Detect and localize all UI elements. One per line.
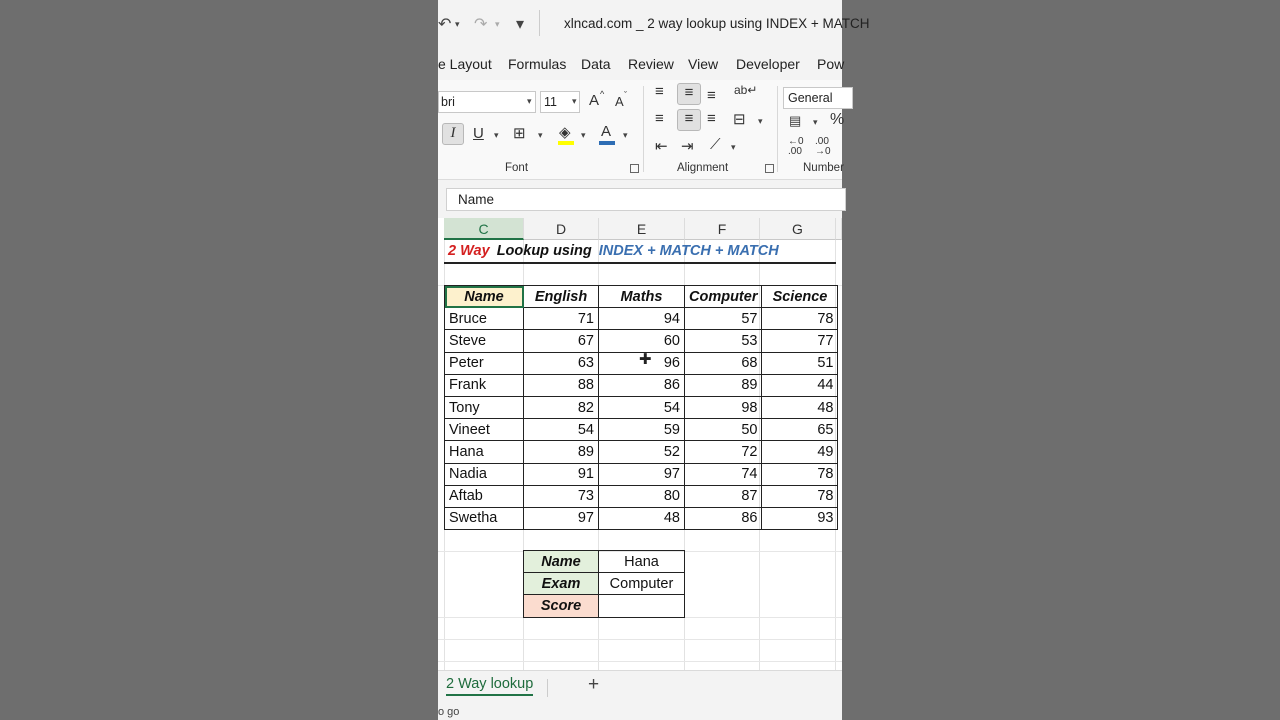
student-name-cell[interactable]: Nadia [445, 463, 524, 485]
fill-color-dropdown-icon[interactable]: ▾ [581, 130, 586, 140]
sheet-title-part1: 2 Way [448, 243, 490, 259]
font-group-label: Font [505, 162, 529, 174]
number-group-label: Number [803, 162, 844, 174]
column-header-f[interactable]: F [685, 218, 760, 240]
student-name-cell[interactable]: Tony [445, 396, 524, 418]
font-color-dropdown-icon[interactable]: ▾ [623, 130, 628, 140]
fill-color-swatch [558, 141, 574, 145]
score-cell[interactable]: 50 [685, 419, 762, 441]
accounting-format-icon[interactable]: ▤ [789, 113, 802, 128]
tab-developer[interactable]: Developer [736, 56, 800, 72]
font-name-box[interactable]: bri [438, 91, 536, 113]
student-name-cell[interactable]: Vineet [445, 419, 524, 441]
score-cell[interactable]: 53 [685, 330, 762, 352]
student-name-cell[interactable]: Peter [445, 352, 524, 374]
window-title[interactable]: xlncad.com _ 2 way lookup using INDEX + MATCH [564, 16, 870, 31]
score-cell[interactable]: 97 [599, 463, 685, 485]
align-middle-icon[interactable]: ≡ [677, 83, 701, 105]
increase-indent-icon[interactable]: ⇥ [681, 138, 694, 155]
header-science-cell[interactable]: Science [762, 286, 838, 308]
tab-formulas[interactable]: Formulas [508, 56, 567, 72]
alignment-group-label: Alignment [677, 162, 729, 174]
lookup-row [524, 595, 685, 617]
column-header-h[interactable] [836, 218, 842, 240]
score-cell[interactable]: 82 [524, 396, 599, 418]
title-underline [444, 262, 836, 264]
gridline [438, 639, 842, 640]
sheet-title-part3: INDEX + MATCH + MATCH [598, 243, 779, 259]
font-dialog-launcher-icon[interactable] [630, 164, 639, 173]
italic-button[interactable]: I [442, 123, 464, 145]
grow-font-icon[interactable]: A [589, 92, 600, 109]
score-cell[interactable]: 68 [685, 352, 762, 374]
student-name-cell[interactable]: Swetha [445, 507, 524, 529]
score-cell[interactable]: 54 [599, 396, 685, 418]
table-row [445, 419, 838, 441]
tab-view[interactable]: View [688, 56, 719, 72]
score-cell[interactable]: 89 [685, 374, 762, 396]
ribbon-tabs [438, 52, 845, 78]
lookup-row [524, 573, 685, 595]
score-cell[interactable]: 67 [524, 330, 599, 352]
table-row [445, 374, 838, 396]
score-cell[interactable]: 74 [685, 463, 762, 485]
lookup-label-cell[interactable]: Score [524, 595, 599, 617]
tab-power[interactable]: Pow [817, 56, 845, 72]
score-cell[interactable]: 96 [599, 352, 685, 374]
column-header-e[interactable]: E [599, 218, 685, 240]
font-size-dropdown-icon[interactable]: ▾ [572, 96, 577, 106]
score-cell[interactable]: 51 [762, 352, 838, 374]
orientation-icon[interactable]: ⟋ [710, 136, 721, 153]
cell-cursor-icon: ✚ [639, 351, 652, 368]
header-name-cell[interactable]: Name [445, 286, 524, 308]
grow-font-caret-icon: ^ [600, 89, 605, 99]
table-row [445, 507, 838, 529]
align-bottom-icon[interactable]: ≡ [707, 87, 716, 104]
tab-data[interactable]: Data [581, 56, 611, 72]
score-cell[interactable]: 48 [762, 396, 838, 418]
undo-icon[interactable]: ↶ [438, 16, 452, 33]
score-cell[interactable]: 52 [599, 441, 685, 463]
lookup-value-cell[interactable]: Hana [599, 551, 685, 573]
increase-decimal-icon[interactable]: ←0 .00 [788, 136, 804, 157]
score-cell[interactable]: 71 [524, 308, 599, 330]
lookup-value-cell[interactable]: Computer [599, 573, 685, 595]
redo-icon[interactable]: ↷ [474, 16, 488, 33]
score-cell[interactable]: 86 [685, 507, 762, 529]
scores-table [444, 285, 838, 530]
score-cell[interactable]: 59 [599, 419, 685, 441]
table-row [445, 308, 838, 330]
status-bar: o go [438, 706, 460, 718]
undo-dropdown-icon[interactable]: ▾ [455, 19, 460, 29]
header-english-cell[interactable]: English [524, 286, 599, 308]
lookup-label-cell[interactable]: Exam [524, 573, 599, 595]
score-cell[interactable]: 54 [524, 419, 599, 441]
score-cell[interactable]: 93 [762, 507, 838, 529]
worksheet [438, 218, 842, 670]
table-row [445, 396, 838, 418]
score-cell[interactable]: 77 [762, 330, 838, 352]
sheet-tab-2-way-lookup[interactable]: 2 Way lookup [446, 676, 533, 696]
lookup-row [524, 551, 685, 573]
score-cell[interactable]: 44 [762, 374, 838, 396]
decrease-decimal-icon[interactable]: .00 →0 [815, 136, 831, 157]
borders-icon[interactable]: ⊞ [513, 125, 526, 142]
customize-toolbar-icon[interactable]: ▾ [516, 16, 525, 33]
align-center-icon[interactable]: ≡ [677, 109, 701, 131]
student-name-cell[interactable]: Hana [445, 441, 524, 463]
column-header-d[interactable]: D [524, 218, 599, 240]
underline-dropdown-icon[interactable]: ▾ [494, 130, 499, 140]
lookup-table [523, 550, 685, 618]
font-color-icon[interactable]: A [601, 123, 612, 140]
align-left-icon[interactable]: ≡ [655, 110, 664, 127]
borders-dropdown-icon[interactable]: ▾ [538, 130, 543, 140]
tab-review[interactable]: Review [628, 56, 674, 72]
score-cell[interactable]: 72 [685, 441, 762, 463]
table-row [445, 463, 838, 485]
title-bar [438, 0, 870, 48]
column-header-g[interactable]: G [760, 218, 836, 240]
score-cell[interactable]: 78 [762, 485, 838, 507]
score-cell[interactable]: 78 [762, 308, 838, 330]
font-color-swatch [599, 141, 615, 145]
table-header-row [445, 286, 838, 308]
underline-button[interactable]: U [473, 125, 484, 142]
score-cell[interactable]: 87 [685, 485, 762, 507]
ribbon-separator [643, 86, 644, 172]
score-cell[interactable]: 88 [524, 374, 599, 396]
align-right-icon[interactable]: ≡ [707, 110, 716, 127]
orientation-dropdown-icon[interactable]: ▾ [731, 142, 736, 152]
merge-center-icon[interactable]: ⊟ [733, 111, 746, 128]
score-cell[interactable]: 98 [685, 396, 762, 418]
student-name-cell[interactable]: Frank [445, 374, 524, 396]
number-format-box[interactable]: General [783, 87, 853, 109]
score-cell[interactable]: 94 [599, 308, 685, 330]
sheet-tab-separator [547, 679, 548, 697]
header-maths-cell[interactable]: Maths [599, 286, 685, 308]
score-cell[interactable]: 86 [599, 374, 685, 396]
tab-page-layout[interactable]: e Layout [438, 56, 492, 72]
score-cell[interactable]: 63 [524, 352, 599, 374]
score-cell[interactable]: 97 [524, 507, 599, 529]
score-cell[interactable]: 57 [685, 308, 762, 330]
sheet-tab-bar [438, 670, 842, 704]
column-header-c[interactable]: C [444, 218, 524, 240]
background-left [0, 0, 438, 720]
gridline [438, 661, 842, 662]
score-cell[interactable]: 48 [599, 507, 685, 529]
formula-bar[interactable]: Name [446, 188, 846, 211]
merge-dropdown-icon[interactable]: ▾ [758, 116, 763, 126]
table-row [445, 441, 838, 463]
score-cell[interactable]: 49 [762, 441, 838, 463]
student-name-cell[interactable]: Steve [445, 330, 524, 352]
font-size-box[interactable]: 11 [540, 91, 580, 113]
student-name-cell[interactable]: Bruce [445, 308, 524, 330]
score-cell[interactable]: 91 [524, 463, 599, 485]
add-sheet-icon[interactable]: + [588, 674, 600, 695]
shrink-font-icon[interactable]: A [615, 94, 624, 109]
wrap-text-icon[interactable]: ab↵ [734, 83, 758, 97]
excel-window [438, 0, 870, 720]
align-top-icon[interactable]: ≡ [655, 83, 664, 100]
accounting-dropdown-icon[interactable]: ▾ [813, 117, 818, 127]
fill-color-icon[interactable]: ◈ [559, 124, 571, 141]
score-cell[interactable]: 60 [599, 330, 685, 352]
table-row [445, 485, 838, 507]
alignment-dialog-launcher-icon[interactable] [765, 164, 774, 173]
font-name-dropdown-icon[interactable]: ▾ [527, 96, 532, 106]
score-cell[interactable]: 80 [599, 485, 685, 507]
score-cell[interactable]: 78 [762, 463, 838, 485]
score-cell[interactable]: 89 [524, 441, 599, 463]
ribbon [438, 80, 845, 180]
percent-style-icon[interactable]: % [830, 111, 845, 128]
title-separator [539, 10, 540, 36]
lookup-value-cell[interactable] [599, 595, 685, 617]
decrease-indent-icon[interactable]: ⇤ [655, 138, 668, 155]
header-computer-cell[interactable]: Computer [685, 286, 762, 308]
score-cell[interactable]: 65 [762, 419, 838, 441]
lookup-label-cell[interactable]: Name [524, 551, 599, 573]
shrink-font-caret-icon: ˇ [624, 90, 627, 100]
student-name-cell[interactable]: Aftab [445, 485, 524, 507]
sheet-title-part2: Lookup using [496, 243, 592, 259]
background-right [842, 0, 1280, 720]
sheet-title [448, 243, 779, 259]
score-cell[interactable]: 73 [524, 485, 599, 507]
ribbon-separator [777, 86, 778, 172]
redo-dropdown-icon[interactable]: ▾ [495, 19, 500, 29]
table-row [445, 330, 838, 352]
